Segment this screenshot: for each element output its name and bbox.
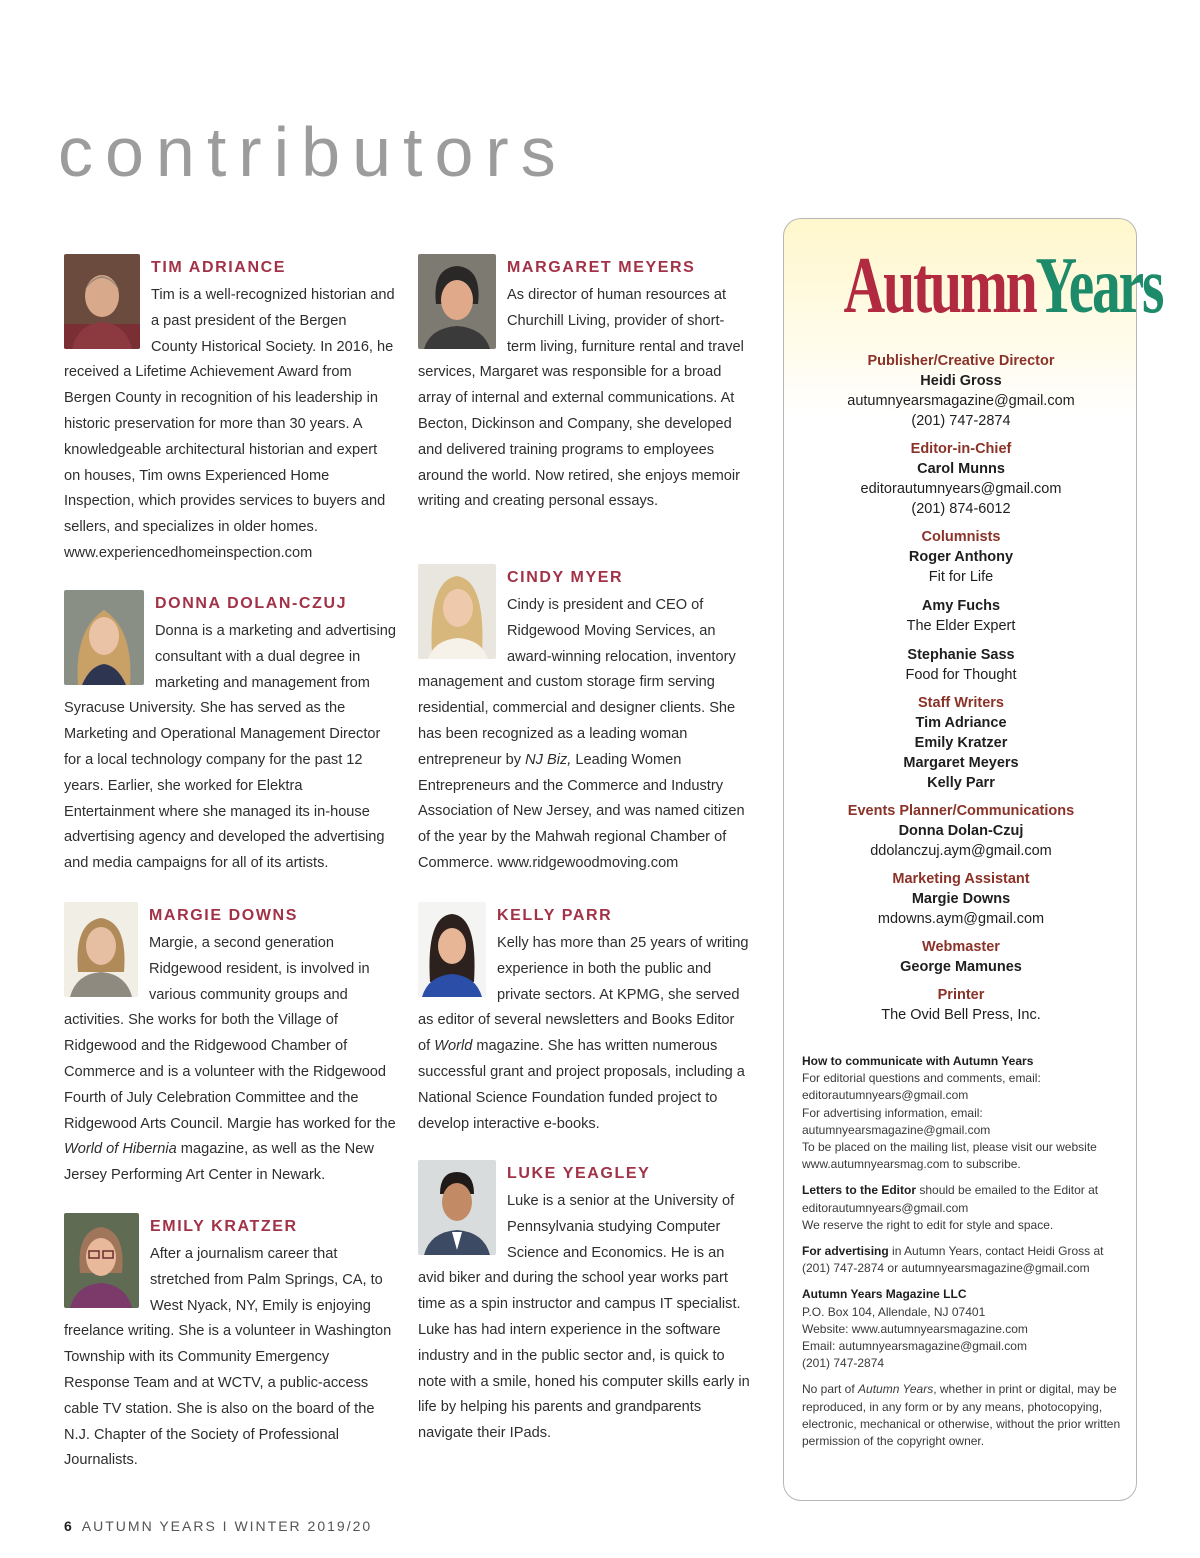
portrait-photo [64, 1213, 139, 1308]
masthead-detail: ddolanczuj.aym@gmail.com [870, 843, 1052, 859]
contributor-luke-yeagley [418, 1160, 750, 1447]
contributor-margaret-meyers [418, 254, 750, 515]
masthead-detail: (201) 747-2874 [911, 413, 1011, 429]
masthead-role: Editor-in-Chief [910, 441, 1012, 457]
masthead-detail: The Ovid Bell Press, Inc. [881, 1007, 1041, 1023]
contributor-margie-downs [64, 902, 396, 1189]
masthead-sidebar [783, 218, 1163, 1501]
contributor-bio: Kelly has more than 25 years of writing experience in both the public and private sectors. At KPMG, she served as editor of several newsletters and Books Editor of World magazine. She has written numerous successful grant and project proposals, including a National Science Foundation funded project to develop interactive e-books. [418, 935, 749, 1132]
masthead-role: Publisher/Creative Director [867, 353, 1055, 369]
contributor-name: DONNA DOLAN-CZUJ [155, 595, 348, 612]
contributor-name: KELLY PARR [497, 907, 613, 924]
portrait-photo [64, 902, 138, 997]
contributor-kelly-parr [418, 902, 750, 1137]
contributor-donna-dolan-czuj [64, 590, 396, 877]
contributor-name: CINDY MYER [507, 569, 624, 586]
masthead-person: Stephanie Sass [907, 647, 1015, 663]
contributor-name: TIM ADRIANCE [151, 259, 287, 276]
portrait-photo [418, 254, 496, 349]
masthead-detail: Fit for Life [928, 569, 994, 585]
copyright-notice: No part of Autumn Years, whether in print or digital, may be reproduced, in any form or by any means, photocopying, electronic, mechanical or otherwise, without the prior written permission of the copyright owner. [802, 1382, 1121, 1449]
contributor-tim-adriance [64, 254, 396, 567]
masthead-person: Margie Downs [911, 891, 1011, 907]
contributor-bio: Margie, a second generation Ridgewood resident, is involved in various community groups and activities. She works for both the Village of Ridgewood and the Ridgewood Chamber of Commerce and is a volunteer with the Ridgewood Fourth of July Celebration Committee and the Ridgewood Arts Council. Margie has worked for the World of Hibernia magazine, as well as the New Jersey Performing Art Center in Newark. [64, 935, 396, 1184]
portrait-photo [418, 902, 486, 997]
contact-info: How to communicate with Autumn Years For editorial questions and comments, email: editorautumnyears@gmail.com For advertising information, email: autumnyearsmagazine@gmail.com To be placed on the mailing list, please visit our website www.autumnyearsmag.com to subscribe. Letters to the Editor should be emailed to the Editor at editorautumnyears@gmail.com We reserve the right to edit for style and space. For advertising in Autumn Years, contact Heidi Gross at (201) 747-2874 or autumnyearsmagazine@gmail.com Autumn Years Magazine LLC P.O. Box 104, Allendale, NJ 07401 Website: www.autumnyearsmagazine.com Email: autumnyearsmagazine@gmail.com (201) 747-2874 No part of Autumn Years, whether in print or digital, may be reproduced, in any form or by any means, photocopying, electronic, mechanical or otherwise, without the prior written permission of the copyright owner. [802, 1053, 1132, 1459]
masthead-person: Tim Adriance [915, 715, 1007, 731]
masthead-person: Kelly Parr [927, 775, 995, 791]
masthead-detail: Food for Thought [905, 667, 1017, 683]
contributor-bio: Tim is a well-recognized historian and a past president of the Bergen County Historical Society. In 2016, he received a Lifetime Achievement Award from Bergen County in recognition of his leadership in historic preservation for more than 30 years. A knowledgeable architectural historian and expert on houses, Tim owns Experienced Home Inspection, which provides services to buyers and sellers, and specializes in older homes. www.experiencedhomeinspection.com [64, 287, 395, 561]
masthead-detail: mdowns.aym@gmail.com [877, 911, 1045, 927]
contributor-emily-kratzer [64, 1213, 396, 1474]
page-title: contributors [58, 113, 568, 191]
contributor-bio: Donna is a marketing and advertising consultant with a dual degree in marketing and management from Syracuse University. She has served as the Marketing and Operational Management Director for a local technology company for the past 12 years. Earlier, she worked for Elektra Entertainment where she managed its in-house advertising agency and developed the advertising and media campaigns for all of its artists. [64, 623, 396, 872]
masthead-detail: autumnyearsmagazine@gmail.com [847, 393, 1075, 409]
masthead-role: Webmaster [922, 939, 1000, 955]
portrait-photo [418, 1160, 496, 1255]
page-footer [64, 1518, 372, 1534]
info-heading: How to communicate with Autumn Years [802, 1054, 1034, 1068]
contributor-name: EMILY KRATZER [150, 1218, 298, 1235]
masthead-person: Amy Fuchs [921, 598, 1001, 614]
portrait-photo [64, 590, 144, 685]
contributor-bio: As director of human resources at Churchill Living, provider of short-term living, furniture rental and travel services, Margaret was responsible for a broad array of internal and external communications. At Becton, Dickinson and Company, she developed and delivered training programs to employees around the world. Now retired, she enjoys memoir writing and creating personal essays. [418, 287, 744, 510]
footer-text: AUTUMN YEARS I WINTER 2019/20 [81, 1518, 373, 1534]
autumn-years-logo: AutumnYears [843, 242, 1163, 330]
masthead-detail: (201) 874-6012 [911, 501, 1011, 517]
masthead-person: Emily Kratzer [914, 735, 1008, 751]
masthead-role: Staff Writers [918, 695, 1004, 711]
page-number: 6 [64, 1518, 72, 1534]
contributor-cindy-myer [418, 564, 750, 877]
contributor-name: MARGIE DOWNS [149, 907, 298, 924]
masthead-person: George Mamunes [900, 959, 1022, 975]
masthead-role: Printer [937, 987, 985, 1003]
masthead-detail: The Elder Expert [906, 618, 1016, 634]
contributor-name: MARGARET MEYERS [507, 259, 696, 276]
portrait-photo [64, 254, 140, 349]
contributor-bio: After a journalism career that stretched from Palm Springs, CA, to West Nyack, NY, Emily is enjoying freelance writing. She is a volunteer in Washington Township with its Community Emergency Response Team and at WCTV, a public-access cable TV station. She is also on the board of the N.J. Chapter of the Society of Professional Journalists. [64, 1246, 392, 1469]
masthead-role: Events Planner/Communications [847, 803, 1075, 819]
masthead-detail: editorautumnyears@gmail.com [860, 481, 1062, 497]
masthead-person: Heidi Gross [920, 373, 1002, 389]
masthead-list [784, 351, 1138, 1025]
masthead-person: Carol Munns [917, 461, 1005, 477]
masthead-role: Marketing Assistant [892, 871, 1030, 887]
masthead-person: Margaret Meyers [903, 755, 1019, 771]
portrait-photo [418, 564, 496, 659]
contributor-name: LUKE YEAGLEY [507, 1165, 651, 1182]
contributor-bio: Cindy is president and CEO of Ridgewood Moving Services, an award-winning relocation, inventory management and custom storage firm serving residential, commercial and designer clients. She has been recognized as a leading woman entrepreneur by NJ Biz, Leading Women Entrepreneurs and the Commerce and Industry Association of New Jersey, and was named citizen of the year by the Mahwah regional Chamber of Commerce. www.ridgewoodmoving.com [418, 597, 745, 871]
contributor-bio: Luke is a senior at the University of Pennsylvania studying Computer Science and Economics. He is an avid biker and during the school year works part time as a spin instructor and campus IT specialist. Luke has had intern experience in the software industry and in the public sector and, is quick to note with a smile, honed his computer skills early in life by helping his parents and grandparents navigate their IPads. [418, 1193, 750, 1442]
masthead-role: Columnists [921, 529, 1001, 545]
masthead-person: Roger Anthony [908, 549, 1014, 565]
masthead-person: Donna Dolan-Czuj [898, 823, 1024, 839]
